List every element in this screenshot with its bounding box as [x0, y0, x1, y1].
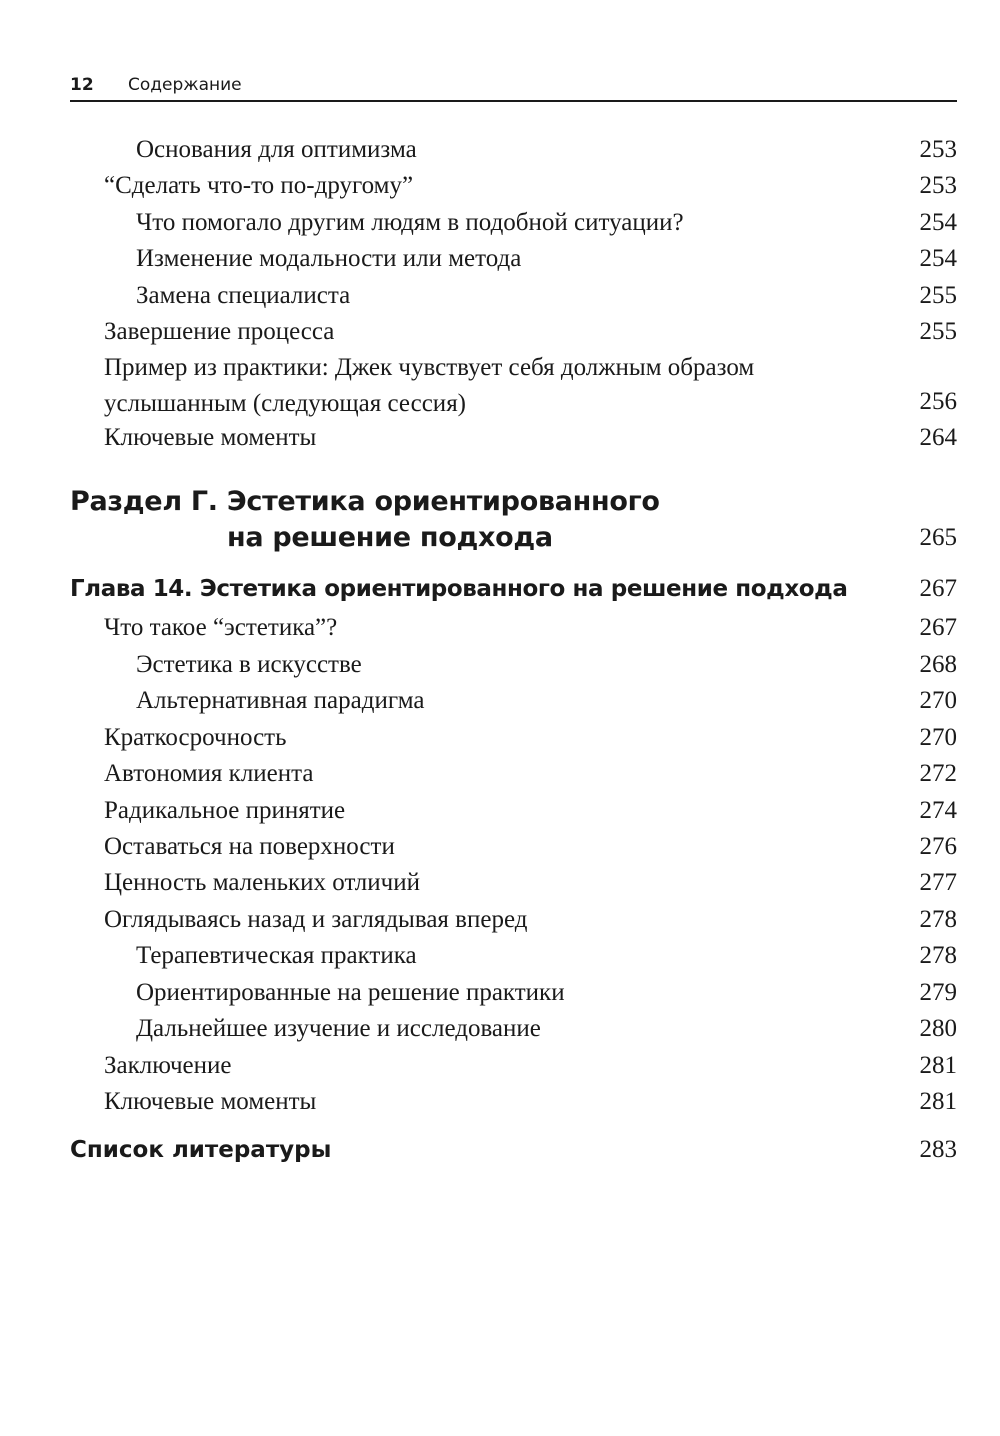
toc-entry-title: Ориентированные на решение практики: [136, 979, 565, 1006]
toc-entry[interactable]: [70, 756, 957, 792]
toc-entry-title: Оставаться на поверхности: [104, 833, 395, 860]
toc-entry[interactable]: [70, 205, 957, 241]
toc-entry-page: 280: [919, 1015, 957, 1042]
toc-section-heading[interactable]: [70, 484, 957, 558]
chapter-title: Глава 14. Эстетика ориентированного на решение подхода: [70, 576, 848, 602]
toc-entry-page: 276: [919, 833, 957, 860]
toc-entry-page: 281: [919, 1088, 957, 1115]
section-title-line2: на решение подхода: [227, 522, 553, 553]
toc-entry-page: 254: [919, 209, 957, 236]
toc-entry-title: Ценность маленьких отличий: [104, 869, 420, 896]
header-running-title: Содержание: [128, 75, 242, 95]
toc-entry[interactable]: [70, 420, 957, 456]
toc-entry[interactable]: [70, 865, 957, 901]
toc-entry-page: 253: [919, 172, 957, 199]
toc-entry-page: 279: [919, 979, 957, 1006]
toc-entry-page: 253: [919, 136, 957, 163]
toc-entry[interactable]: [70, 610, 957, 646]
toc-entry-page: 267: [919, 575, 957, 602]
toc-entry-page: 265: [919, 524, 957, 551]
toc-entry-title: Замена специалиста: [136, 282, 351, 309]
toc-entry[interactable]: [70, 902, 957, 938]
toc-entry-page: 283: [919, 1136, 957, 1163]
toc-entry-title: Оглядываясь назад и заглядывая вперед: [104, 906, 528, 933]
toc-entry-title: Дальнейшее изучение и исследование: [136, 1015, 541, 1042]
toc-entry-title: Автономия клиента: [104, 760, 314, 787]
toc-entry[interactable]: [70, 683, 957, 719]
toc-entry-page: 281: [919, 1052, 957, 1079]
toc-entry-page: 268: [919, 651, 957, 678]
toc-entry-page: 274: [919, 797, 957, 824]
toc-entry[interactable]: [70, 938, 957, 974]
toc-chapter-heading[interactable]: [70, 571, 957, 607]
toc-entry[interactable]: [70, 1084, 957, 1120]
toc-entry-page: 270: [919, 724, 957, 751]
toc-entry[interactable]: [70, 314, 957, 350]
toc-entry-title: Ключевые моменты: [104, 1088, 317, 1115]
toc-entry[interactable]: [70, 350, 957, 422]
toc-entry[interactable]: [70, 1011, 957, 1047]
toc-entry-title: Ключевые моменты: [104, 424, 317, 451]
toc-entry-page: 255: [919, 282, 957, 309]
toc-entry[interactable]: [70, 241, 957, 277]
toc-entry-page: 256: [919, 388, 957, 415]
toc-entry-title: Эстетика в искусстве: [136, 651, 362, 678]
toc-entry-title: Основания для оптимизма: [136, 136, 417, 163]
toc-entry-page: 254: [919, 245, 957, 272]
toc-entry-title: Изменение модальности или метода: [136, 245, 522, 272]
toc-entry[interactable]: [70, 168, 957, 204]
toc-entry-title: Завершение процесса: [104, 318, 335, 345]
toc-entry-title-line1: Пример из практики: Джек чувствует себя должным образом: [104, 354, 755, 381]
toc-entry[interactable]: [70, 647, 957, 683]
toc-entry-title: Терапевтическая практика: [136, 942, 417, 969]
toc-entry-title: “Сделать что-то по-другому”: [104, 172, 414, 199]
running-header: [70, 74, 957, 102]
toc-entry-title: Радикальное принятие: [104, 797, 346, 824]
toc-entry[interactable]: [70, 720, 957, 756]
section-title-line1: Раздел Г. Эстетика ориентированного: [70, 486, 660, 517]
toc-entry[interactable]: [70, 132, 957, 168]
toc-entry[interactable]: [70, 278, 957, 314]
bibliography-title: Список литературы: [70, 1137, 332, 1163]
toc-entry[interactable]: [70, 1048, 957, 1084]
toc-entry[interactable]: [70, 975, 957, 1011]
toc-entry-title: Заключение: [104, 1052, 232, 1079]
toc-entry-page: 278: [919, 942, 957, 969]
toc-entry-title: Что помогало другим людям в подобной ситуации?: [136, 209, 684, 236]
header-page-number: 12: [70, 75, 94, 95]
toc-entry-title: Альтернативная парадигма: [136, 687, 425, 714]
toc-entry-page: 277: [919, 869, 957, 896]
toc-bibliography-heading[interactable]: [70, 1132, 957, 1168]
toc-entry-page: 270: [919, 687, 957, 714]
toc-entry-page: 278: [919, 906, 957, 933]
toc-entry-title: Что такое “эстетика”?: [104, 614, 338, 641]
toc-entry[interactable]: [70, 793, 957, 829]
toc-entry-title-line2: услышанным (следующая сессия): [104, 390, 467, 417]
toc-entry-title: Краткосрочность: [104, 724, 287, 751]
toc-entry-page: 267: [919, 614, 957, 641]
toc-entry[interactable]: [70, 829, 957, 865]
toc-entry-page: 255: [919, 318, 957, 345]
toc-entry-page: 264: [919, 424, 957, 451]
toc-entry-page: 272: [919, 760, 957, 787]
